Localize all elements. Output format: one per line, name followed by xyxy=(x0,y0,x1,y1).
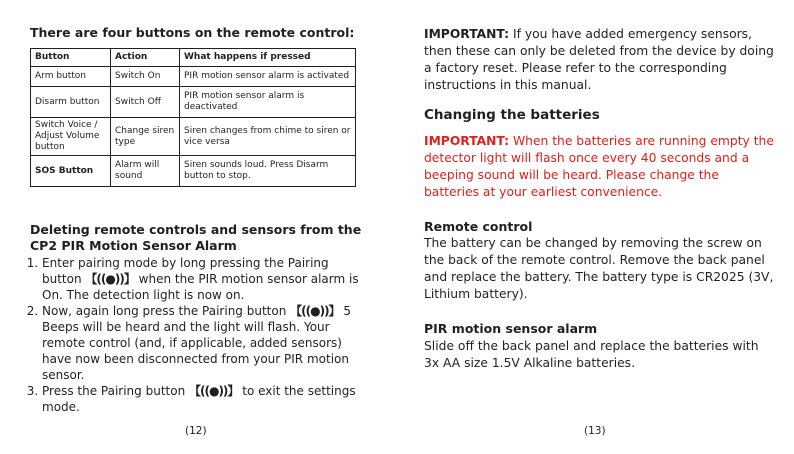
important-label: IMPORTANT: xyxy=(424,134,510,148)
table-cell-action: Switch Off xyxy=(111,87,180,118)
table-cell-effect: PIR motion sensor alarm is activated xyxy=(180,67,356,87)
buttons-table xyxy=(30,48,356,187)
table-cell-effect: Siren changes from chime to siren or vice versa xyxy=(180,118,356,156)
list-item xyxy=(42,303,372,383)
table-cell-effect: PIR motion sensor alarm is deactivated xyxy=(180,87,356,118)
page-number: (13) xyxy=(584,425,606,437)
table-header: Button xyxy=(31,49,111,67)
table-header: Action xyxy=(111,49,180,67)
table-cell-action: Switch On xyxy=(111,67,180,87)
pairing-button-icon: 【((●))】 xyxy=(189,384,239,398)
table-cell-effect: Siren sounds loud. Press Disarm button to stop. xyxy=(180,156,356,187)
pir-sensor-heading: PIR motion sensor alarm xyxy=(424,321,598,336)
pairing-button-icon: 【((●))】 xyxy=(85,272,135,286)
list-item xyxy=(42,383,372,415)
important-note-batteries xyxy=(424,133,774,201)
step-text: to exit the settings mode. xyxy=(42,384,356,414)
table-row xyxy=(31,87,356,118)
step-text: Press the Pairing button xyxy=(42,384,189,398)
table-row xyxy=(31,156,356,187)
step-text: 5 Beeps will be heard and the light will flash. Your remote control (and, if applicable, added sensors) have now been disconnected from your PIR motion sensor. xyxy=(42,304,352,382)
pairing-button-icon: 【((●))】 xyxy=(290,304,340,318)
right-page xyxy=(424,0,774,454)
table-cell-button: Switch Voice / Adjust Volume button xyxy=(31,118,111,156)
delete-steps-list xyxy=(30,255,372,415)
table-header: What happens if pressed xyxy=(180,49,356,67)
step-text: when the PIR motion sensor alarm is On. The detection light is now on. xyxy=(42,272,359,302)
table-cell-action: Change siren type xyxy=(111,118,180,156)
remote-control-text: The battery can be changed by removing the screw on the back of the remote control. Remove the back panel and replace the battery. The battery type is CR2025 (3V, Lithium battery). xyxy=(424,236,774,301)
page-number: (12) xyxy=(185,425,207,437)
table-cell-button: Arm button xyxy=(31,67,111,87)
important-text: If you have added emergency sensors, then these can only be deleted from the device by doing a factory reset. Please refer to the corresponding instructions in this manual. xyxy=(424,27,774,92)
table-cell-button: Disarm button xyxy=(31,87,111,118)
important-note-sensors xyxy=(424,26,774,94)
remote-buttons-title: There are four buttons on the remote control: xyxy=(30,25,355,40)
important-text: When the batteries are running empty the detector light will flash once every 40 seconds and a beeping sound will be heard. Please change the batteries at your earliest convenience. xyxy=(424,134,774,199)
pir-sensor-text: Slide off the back panel and replace the batteries with 3x AA size 1.5V Alkaline batteries. xyxy=(424,339,759,370)
table-cell-button: SOS Button xyxy=(31,156,111,187)
step-text: Enter pairing mode by long pressing the Pairing button xyxy=(42,256,329,286)
batteries-heading: Changing the batteries xyxy=(424,107,600,123)
table-row xyxy=(31,118,356,156)
important-label: IMPORTANT: xyxy=(424,27,510,41)
table-row xyxy=(31,67,356,87)
deleting-section-heading: Deleting remote controls and sensors from the CP2 PIR Motion Sensor Alarm xyxy=(30,222,362,253)
left-page xyxy=(30,0,370,454)
table-cell-action: Alarm will sound xyxy=(111,156,180,187)
list-item xyxy=(42,255,372,303)
remote-control-heading: Remote control xyxy=(424,219,533,234)
step-text: Now, again long press the Pairing button xyxy=(42,304,291,318)
table-header-row xyxy=(31,49,356,67)
